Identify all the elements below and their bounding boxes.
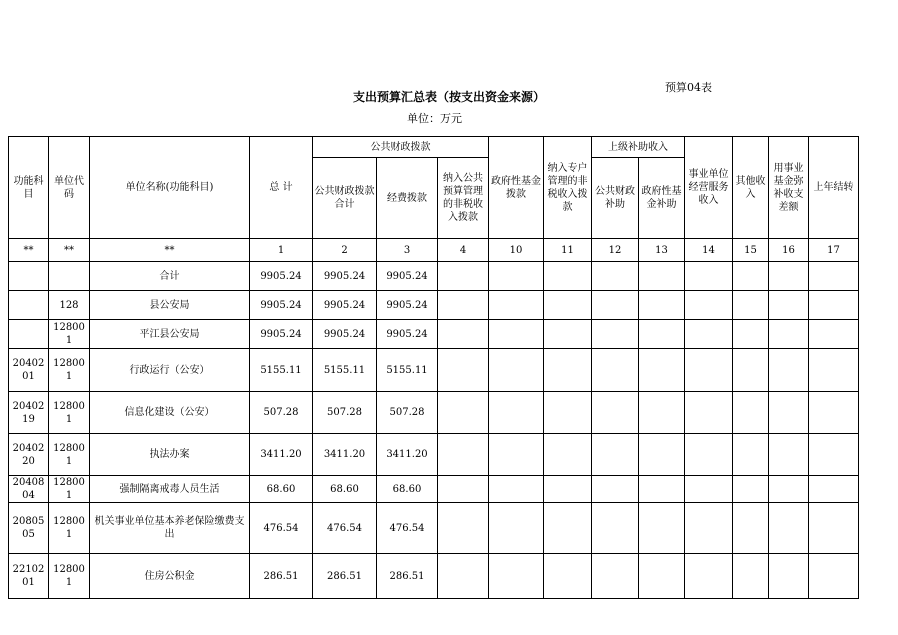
empty-cell — [685, 262, 733, 291]
name-cell: 住房公积金 — [90, 554, 250, 599]
index-cell: 1 — [250, 239, 313, 262]
empty-cell — [639, 349, 685, 392]
empty-cell — [438, 434, 489, 476]
total-cell: 3411.20 — [250, 434, 313, 476]
funding-cell: 9905.24 — [377, 320, 438, 349]
empty-cell — [769, 262, 809, 291]
empty-cell — [592, 392, 639, 434]
empty-cell — [685, 291, 733, 320]
total-cell: 9905.24 — [250, 291, 313, 320]
empty-cell — [438, 503, 489, 554]
empty-cell — [544, 434, 592, 476]
empty-cell — [769, 392, 809, 434]
index-cell: 15 — [733, 239, 769, 262]
empty-cell — [639, 262, 685, 291]
name-cell: 合计 — [90, 262, 250, 291]
empty-cell — [685, 320, 733, 349]
table-row — [9, 320, 859, 349]
table-row — [9, 434, 859, 476]
empty-cell — [733, 503, 769, 554]
empty-cell — [592, 503, 639, 554]
func-cell: 2040804 — [9, 476, 49, 503]
empty-cell — [592, 476, 639, 503]
empty-cell — [769, 476, 809, 503]
name-cell: 县公安局 — [90, 291, 250, 320]
code-cell — [49, 262, 90, 291]
index-cell: 10 — [489, 239, 544, 262]
header-total: 总 计 — [250, 137, 313, 239]
empty-cell — [489, 476, 544, 503]
public-total-cell: 9905.24 — [313, 320, 377, 349]
name-cell: 平江县公安局 — [90, 320, 250, 349]
empty-cell — [769, 503, 809, 554]
code-cell: 128001 — [49, 349, 90, 392]
empty-cell — [489, 320, 544, 349]
empty-cell — [809, 349, 859, 392]
funding-cell: 476.54 — [377, 503, 438, 554]
table-row — [9, 476, 859, 503]
empty-cell — [685, 554, 733, 599]
empty-cell — [685, 392, 733, 434]
empty-cell — [438, 291, 489, 320]
public-total-cell: 68.60 — [313, 476, 377, 503]
empty-cell — [489, 554, 544, 599]
empty-cell — [489, 503, 544, 554]
empty-cell — [685, 349, 733, 392]
empty-cell — [544, 476, 592, 503]
public-total-cell: 507.28 — [313, 392, 377, 434]
header-public-group: 公共财政拨款 — [313, 137, 489, 158]
empty-cell — [544, 554, 592, 599]
public-total-cell: 3411.20 — [313, 434, 377, 476]
header-func: 功能科目 — [9, 137, 49, 239]
public-total-cell: 9905.24 — [313, 262, 377, 291]
index-cell: 13 — [639, 239, 685, 262]
header-sup-gov: 政府性基金补助 — [639, 158, 685, 239]
index-cell: 17 — [809, 239, 859, 262]
report-title: 支出预算汇总表（按支出资金来源） — [352, 90, 545, 104]
func-cell: 2210201 — [9, 554, 49, 599]
empty-cell — [438, 349, 489, 392]
empty-cell — [544, 291, 592, 320]
header-public-total: 公共财政拨款合计 — [313, 158, 377, 239]
header-special-nontax: 纳入专户管理的非税收入拨款 — [544, 137, 592, 239]
func-cell: 2040219 — [9, 392, 49, 434]
total-cell: 507.28 — [250, 392, 313, 434]
total-cell: 9905.24 — [250, 262, 313, 291]
empty-cell — [639, 291, 685, 320]
empty-cell — [639, 554, 685, 599]
header-code: 单位代码 — [49, 137, 90, 239]
header-other: 其他收入 — [733, 137, 769, 239]
name-cell: 执法办案 — [90, 434, 250, 476]
empty-cell — [544, 392, 592, 434]
header-funding: 经费拨款 — [377, 158, 438, 239]
funding-cell: 9905.24 — [377, 291, 438, 320]
empty-cell — [733, 320, 769, 349]
public-total-cell: 286.51 — [313, 554, 377, 599]
index-cell: 3 — [377, 239, 438, 262]
funding-cell: 68.60 — [377, 476, 438, 503]
empty-cell — [733, 554, 769, 599]
name-cell: 机关事业单位基本养老保险缴费支出 — [90, 503, 250, 554]
empty-cell — [809, 434, 859, 476]
empty-cell — [769, 554, 809, 599]
empty-cell — [809, 291, 859, 320]
empty-cell — [769, 291, 809, 320]
code-cell: 128001 — [49, 476, 90, 503]
public-total-cell: 5155.11 — [313, 349, 377, 392]
form-number: 预算04表 — [665, 81, 712, 94]
empty-cell — [809, 320, 859, 349]
empty-cell — [489, 262, 544, 291]
index-cell: 4 — [438, 239, 489, 262]
empty-cell — [733, 392, 769, 434]
empty-cell — [733, 434, 769, 476]
empty-cell — [489, 291, 544, 320]
unit-label: 单位：万元 — [407, 112, 462, 125]
empty-cell — [685, 434, 733, 476]
index-cell: ** — [90, 239, 250, 262]
empty-cell — [544, 349, 592, 392]
empty-cell — [438, 262, 489, 291]
empty-cell — [544, 262, 592, 291]
empty-cell — [438, 476, 489, 503]
index-cell: 11 — [544, 239, 592, 262]
public-total-cell: 476.54 — [313, 503, 377, 554]
total-cell: 286.51 — [250, 554, 313, 599]
func-cell: 2040201 — [9, 349, 49, 392]
empty-cell — [639, 476, 685, 503]
empty-cell — [809, 503, 859, 554]
index-cell: ** — [49, 239, 90, 262]
code-cell: 128 — [49, 291, 90, 320]
empty-cell — [592, 320, 639, 349]
empty-cell — [592, 291, 639, 320]
index-cell: 16 — [769, 239, 809, 262]
header-gov-fund: 政府性基金拨款 — [489, 137, 544, 239]
empty-cell — [769, 434, 809, 476]
table-row — [9, 503, 859, 554]
name-cell: 强制隔离戒毒人员生活 — [90, 476, 250, 503]
name-cell: 行政运行（公安） — [90, 349, 250, 392]
table-row — [9, 349, 859, 392]
empty-cell — [809, 262, 859, 291]
total-cell: 9905.24 — [250, 320, 313, 349]
code-cell: 128001 — [49, 503, 90, 554]
empty-cell — [592, 554, 639, 599]
header-business: 事业单位经营服务收入 — [685, 137, 733, 239]
empty-cell — [809, 476, 859, 503]
func-cell — [9, 320, 49, 349]
total-cell: 476.54 — [250, 503, 313, 554]
header-nontax: 纳入公共预算管理的非税收入拨款 — [438, 158, 489, 239]
table-row — [9, 392, 859, 434]
empty-cell — [733, 291, 769, 320]
header-fund-make-up: 用事业基金弥补收支差额 — [769, 137, 809, 239]
func-cell: 2040220 — [9, 434, 49, 476]
empty-cell — [809, 392, 859, 434]
empty-cell — [438, 320, 489, 349]
func-cell — [9, 291, 49, 320]
funding-cell: 5155.11 — [377, 349, 438, 392]
funding-cell: 3411.20 — [377, 434, 438, 476]
empty-cell — [489, 349, 544, 392]
empty-cell — [639, 503, 685, 554]
table-row — [9, 291, 859, 320]
index-cell: 14 — [685, 239, 733, 262]
empty-cell — [639, 434, 685, 476]
code-cell: 128001 — [49, 392, 90, 434]
empty-cell — [544, 503, 592, 554]
header-superior-group: 上级补助收入 — [592, 137, 685, 158]
funding-cell: 286.51 — [377, 554, 438, 599]
func-cell: 2080505 — [9, 503, 49, 554]
empty-cell — [489, 392, 544, 434]
name-cell: 信息化建设（公安） — [90, 392, 250, 434]
func-cell — [9, 262, 49, 291]
header-name: 单位名称(功能科目) — [90, 137, 250, 239]
empty-cell — [733, 349, 769, 392]
empty-cell — [438, 554, 489, 599]
code-cell: 128001 — [49, 320, 90, 349]
empty-cell — [489, 434, 544, 476]
empty-cell — [438, 392, 489, 434]
empty-cell — [733, 262, 769, 291]
empty-cell — [685, 503, 733, 554]
table-row — [9, 262, 859, 291]
empty-cell — [639, 392, 685, 434]
empty-cell — [544, 320, 592, 349]
budget-table — [8, 136, 859, 599]
empty-cell — [769, 320, 809, 349]
public-total-cell: 9905.24 — [313, 291, 377, 320]
funding-cell: 9905.24 — [377, 262, 438, 291]
index-cell: 12 — [592, 239, 639, 262]
total-cell: 68.60 — [250, 476, 313, 503]
empty-cell — [639, 320, 685, 349]
empty-cell — [733, 476, 769, 503]
empty-cell — [685, 476, 733, 503]
total-cell: 5155.11 — [250, 349, 313, 392]
empty-cell — [809, 554, 859, 599]
header-carryover: 上年结转 — [809, 137, 859, 239]
index-row — [9, 239, 859, 262]
empty-cell — [592, 434, 639, 476]
header-sup-public: 公共财政补助 — [592, 158, 639, 239]
code-cell: 128001 — [49, 554, 90, 599]
table-row — [9, 554, 859, 599]
code-cell: 128001 — [49, 434, 90, 476]
funding-cell: 507.28 — [377, 392, 438, 434]
empty-cell — [592, 349, 639, 392]
empty-cell — [769, 349, 809, 392]
index-cell: 2 — [313, 239, 377, 262]
empty-cell — [592, 262, 639, 291]
index-cell: ** — [9, 239, 49, 262]
